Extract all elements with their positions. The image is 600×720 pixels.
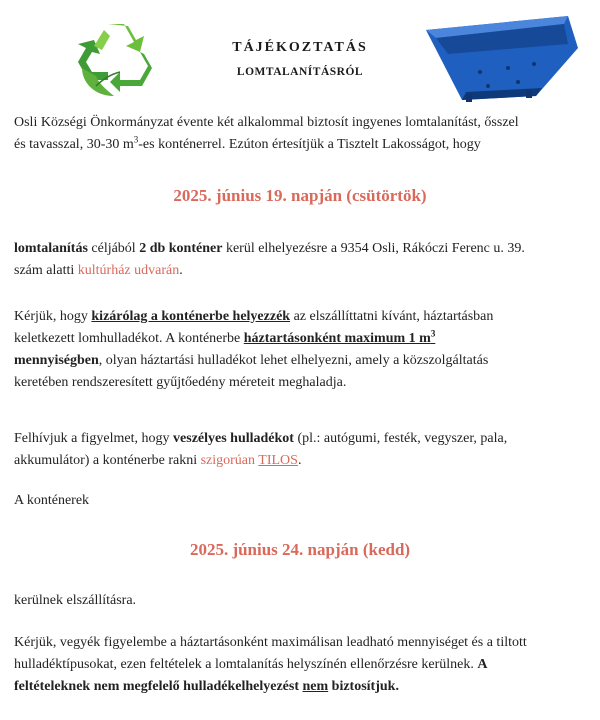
intro-paragraph: Osli Községi Önkormányzat évente két alkalommal biztosít ingyenes lomtalanítást, ősszel és tavasszal, 30-30 $m^3-es$ konténerrel. Ezúton értesítjük a Tisztelt Lakosságot, hogy (14, 115, 519, 152)
closing-paragraph: Kérjük, vegyék figyelembe a háztartásonként maximálisan leadható mennyiséget és a tiltott hulladéktípusokat, ezen feltételek a lomtalanítás helyszínén ellenőrzésre kerülnek. A feltételeknek nem megfelelő hulladékelhelyezést nem biztosítjuk. (14, 635, 527, 694)
warning-paragraph: Felhívjuk a figyelmet, hogy veszélyes hulladékot (pl.: autógumi, festék, vegyszer, pala, akkumulátor) a konténerbe rakni szigorúan TILOS. (14, 431, 508, 468)
dumpster-icon (418, 8, 582, 104)
page-title: TÁJÉKOZTATÁS (232, 40, 368, 55)
removal-date: 2025. június 24. napján (kedd) (189, 540, 411, 559)
recycle-icon (74, 16, 158, 100)
removal-text: kerülnek elszállításra. (14, 593, 137, 608)
notice-header (0, 0, 600, 110)
location-paragraph: lomtalanítás céljából 2 db konténer kerül elhelyezésre a 9354 Osli, Rákóczi Ferenc u. 39. szám alatti kultúrház udvarán. (14, 241, 525, 278)
page-subtitle: LOMTALANÍTÁSRÓL (236, 66, 364, 78)
containers-label: A konténerek (14, 493, 90, 508)
collection-date: 2025. június 19. napján (csütörtök) (173, 186, 427, 205)
request-paragraph: Kérjük, hogy kizárólag a konténerbe helyezzék az elszállíttatni kívánt, háztartásban keletkezett lomhulladékot. A konténerbe háztartásonként maximum 1 $m^3$ mennyiségben, olyan háztartási hulladékot lehet elhelyezni, amely a közszolgáltatás keretében rendszeresített gyűjtőedény méreteit meghaladja. (14, 309, 494, 390)
forbidden-label: TILOS (258, 453, 298, 468)
location-highlight: kultúrház udvarán (77, 263, 180, 278)
